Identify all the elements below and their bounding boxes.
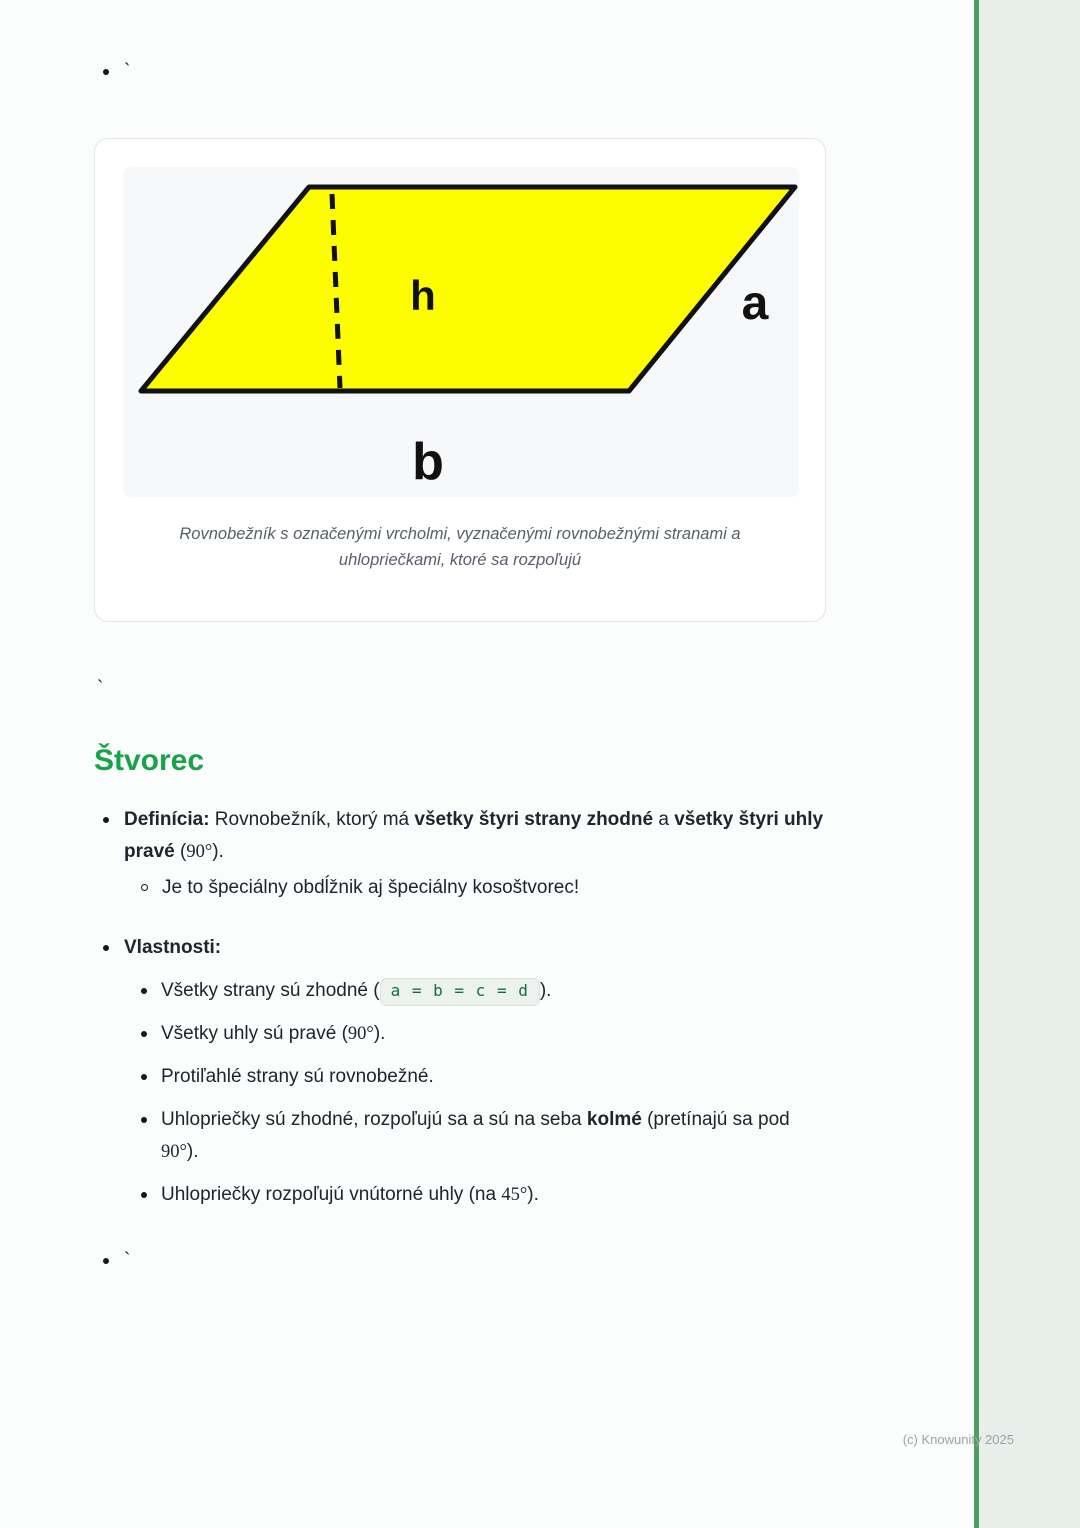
property-item [94, 1104, 860, 1168]
footer-copyright: (c) Knowunity 2025 [902, 1432, 1014, 1447]
property-item-text [161, 1104, 829, 1168]
bullet-dot [141, 988, 147, 994]
math-degree: 45° [501, 1185, 528, 1205]
side-b-label: b [412, 433, 444, 491]
inline-code: a = b = c = d [380, 978, 540, 1006]
tick-text: ` [124, 61, 131, 82]
bullet-dot [141, 1074, 147, 1080]
figure-caption: Rovnobežník s označenými vrcholmi, vyznačenými rovnobežnými stranami a uhlopriečkami, ktoré sa rozpoľujú [179, 525, 741, 569]
list-item-properties [94, 932, 860, 964]
bullet-dot [103, 69, 109, 75]
text-segment-bold: všetky štyri strany zhodné [414, 809, 654, 830]
definition-note-text: Je to špeciálny obdĺžnik aj špeciálny kosoštvorec! [162, 877, 580, 898]
math-degree: 90° [161, 1142, 187, 1162]
text-segment: Rovnobežník, ktorý má [209, 809, 415, 830]
text-segment: ). [527, 1184, 539, 1205]
property-item-text [161, 1061, 434, 1093]
text-segment-bold: kolmé [586, 1109, 642, 1130]
bullet-dot [141, 1031, 147, 1037]
parallelogram-svg [123, 167, 799, 497]
property-item [94, 1061, 860, 1093]
text-segment: Uhlopriečky sú zhodné, rozpoľujú sa a sú na seba [161, 1109, 587, 1130]
properties-label [124, 932, 221, 964]
list-item-bottom-tick [94, 1245, 860, 1277]
bullet-dot [103, 817, 109, 823]
property-item-text [161, 975, 551, 1007]
bullet-dot [103, 1258, 109, 1264]
text-segment: Všetky strany sú zhodné ( [161, 980, 380, 1001]
parallelogram-shape [141, 187, 795, 391]
list-item-definition [94, 804, 860, 868]
bullet-dot [103, 945, 109, 951]
parallelogram-figure [123, 167, 799, 497]
text-segment: ( [174, 841, 187, 862]
properties-label-text: Vlastnosti: [124, 937, 222, 958]
side-strip [974, 0, 1080, 1528]
tick-text: ` [124, 1250, 131, 1271]
text-segment: ). [373, 1023, 386, 1044]
text-segment: a [653, 809, 675, 830]
text-segment: Uhlopriečky rozpoľujú vnútorné uhly (na [161, 1184, 502, 1205]
list-item-definition-note [94, 872, 860, 904]
side-h-label: h [410, 272, 436, 319]
text-segment: ). [186, 1141, 199, 1162]
definition-label: Definícia: [124, 809, 210, 830]
section-title: Štvorec [94, 744, 205, 777]
bullet-dot [141, 1192, 147, 1198]
math-degree: 90° [186, 842, 213, 862]
text-segment-bold: všetky štyri uhly pravé [124, 809, 824, 862]
bullet-dot [141, 1117, 147, 1123]
definition-text [124, 804, 830, 868]
text-segment: Protiľahlé strany sú rovnobežné. [161, 1066, 434, 1087]
property-item [94, 1018, 860, 1050]
property-item [94, 975, 860, 1007]
text-segment: ). [212, 841, 224, 862]
text-segment: (pretínajú sa pod [641, 1109, 790, 1130]
figure-card [94, 138, 826, 622]
bullet-circle [141, 884, 148, 891]
math-degree: 90° [347, 1024, 374, 1044]
text-segment: Všetky uhly sú pravé ( [161, 1023, 348, 1044]
property-item [94, 1179, 860, 1211]
side-a-label: a [741, 277, 769, 330]
property-item-text [161, 1018, 385, 1050]
list-item-top-tick [94, 0, 860, 88]
stray-tick: ` [97, 678, 104, 699]
property-item-text [161, 1179, 539, 1211]
text-segment: ). [539, 980, 552, 1001]
